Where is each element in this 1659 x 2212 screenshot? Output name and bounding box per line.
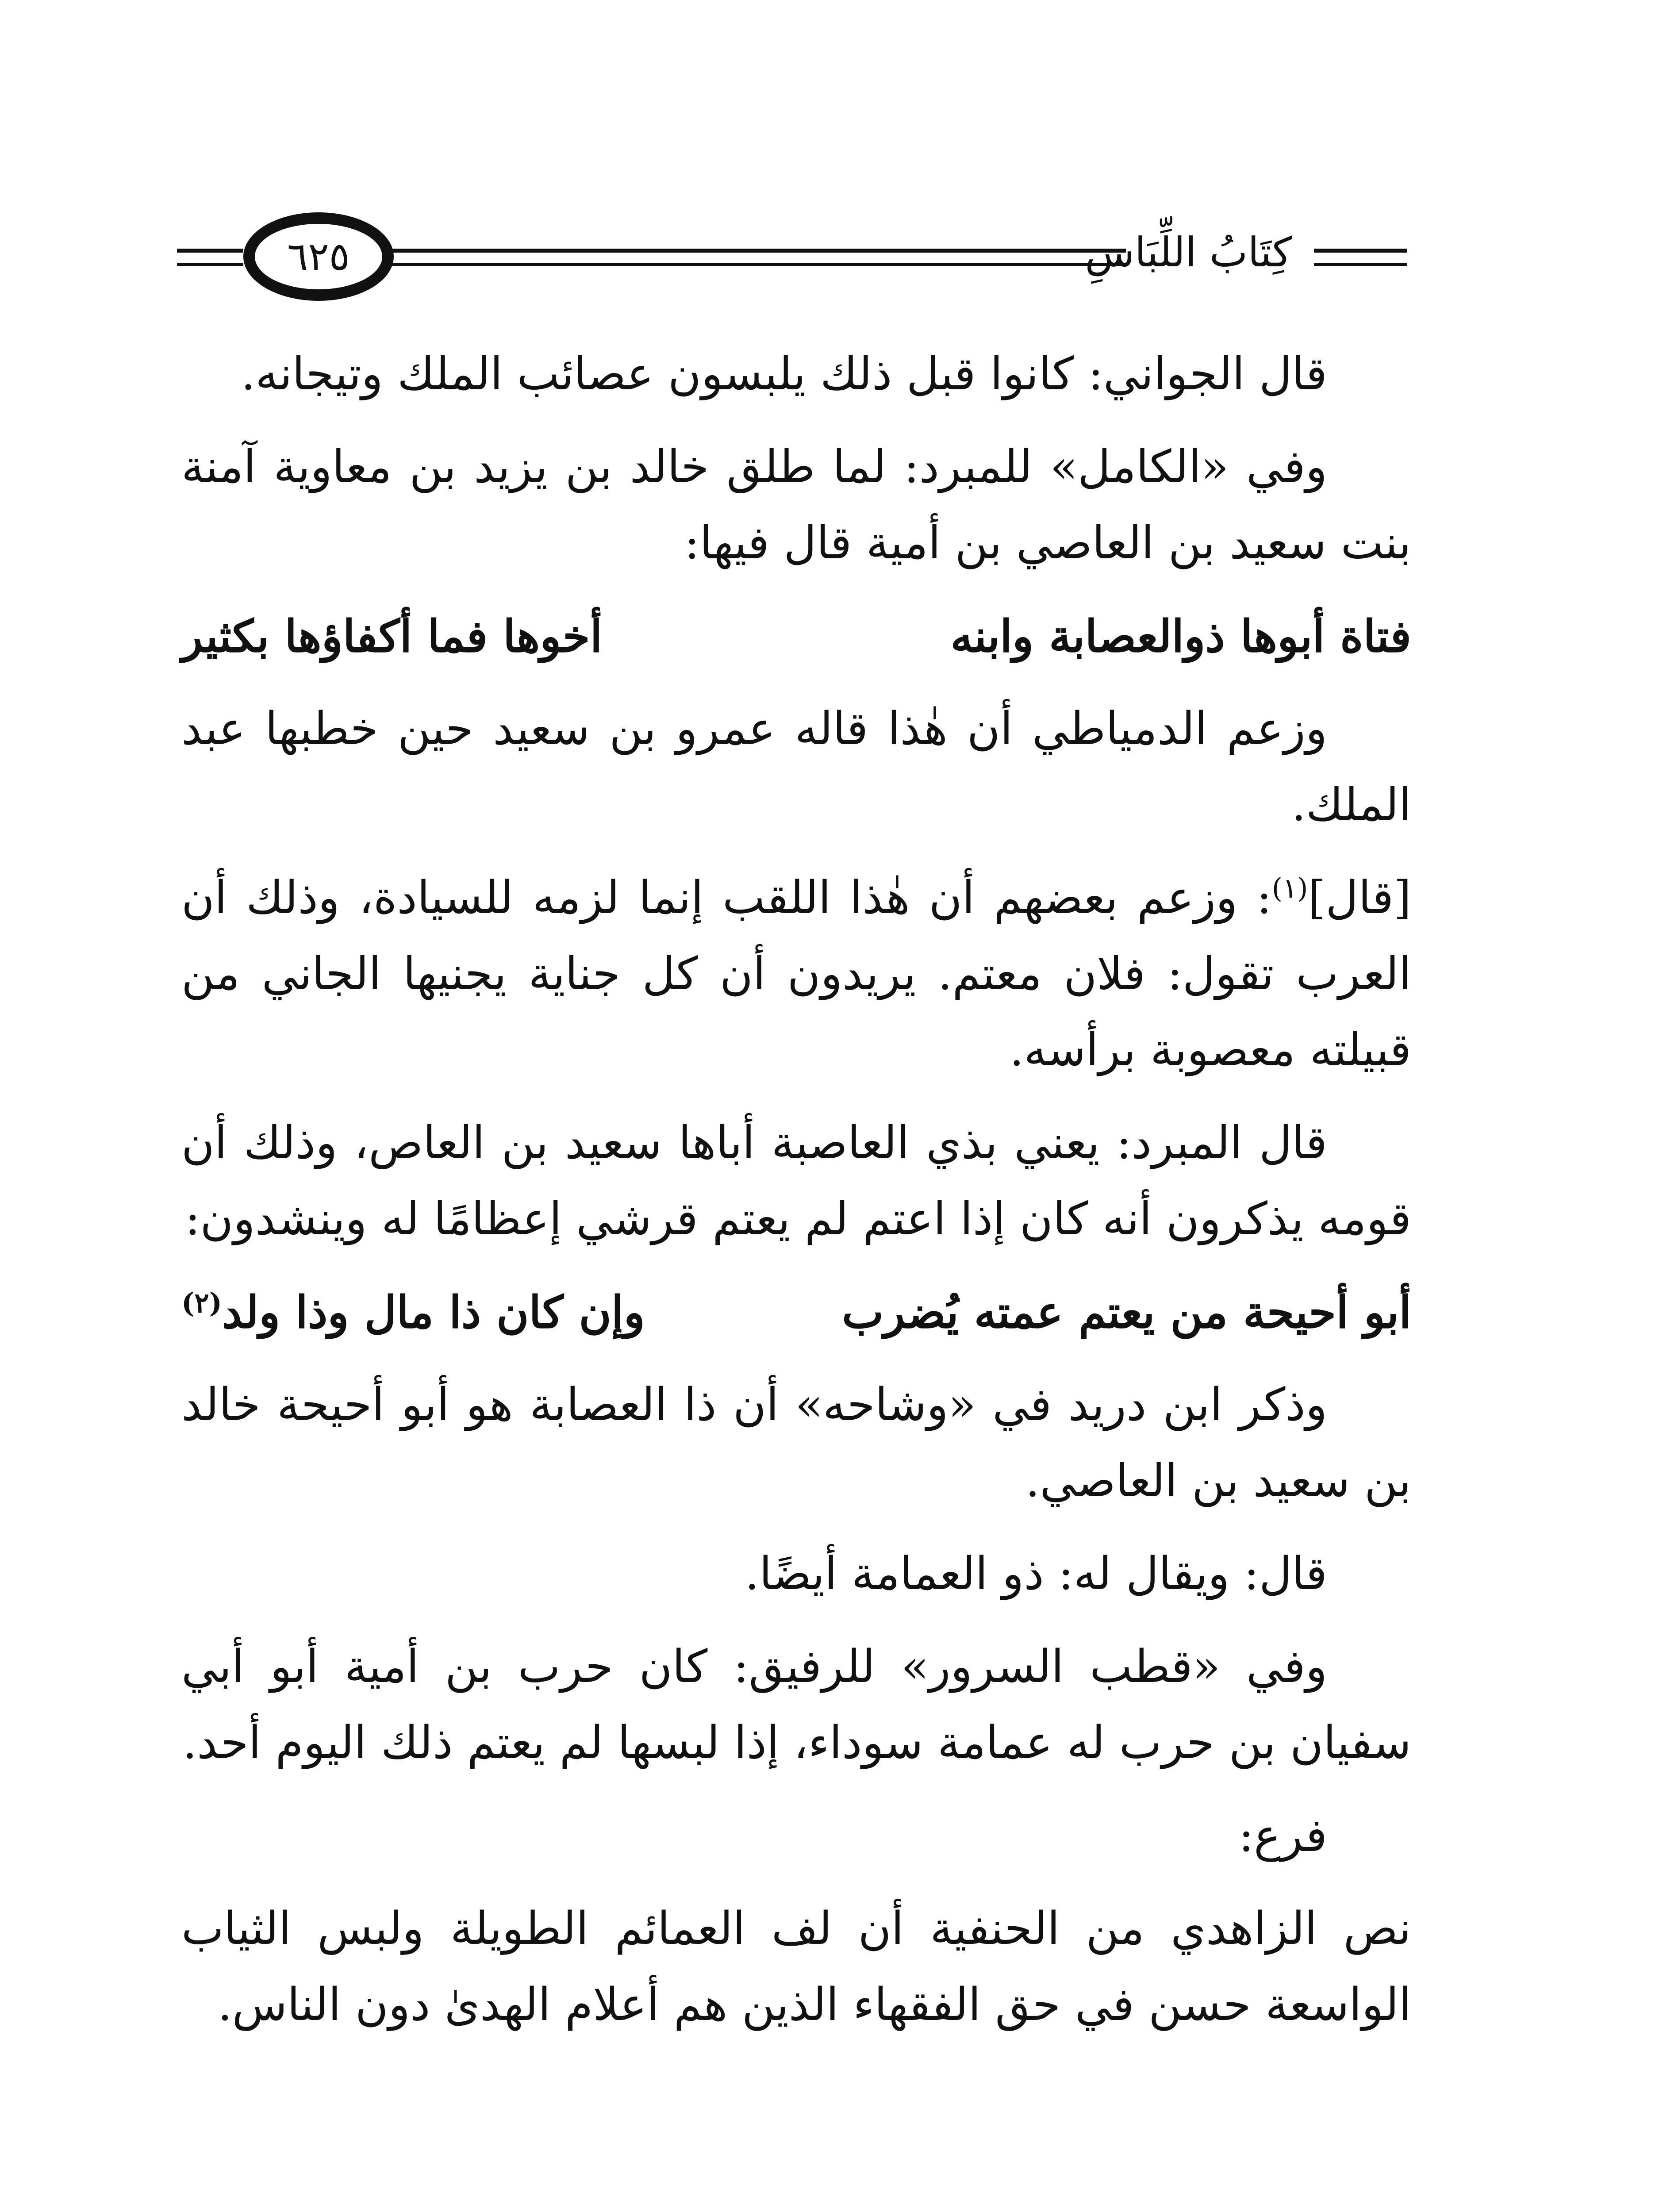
paragraph-4 xyxy=(181,860,1411,1088)
header-rule-right xyxy=(1314,249,1407,266)
paragraph-9: فرع: xyxy=(1238,1809,1327,1862)
paragraph-3: وزعم الدمياطي أن هٰذا قاله عمرو بن سعيد حين خطبها عبد الملك. xyxy=(181,703,1411,831)
footnote-ref-2[interactable]: (٢) xyxy=(181,1286,222,1319)
paragraph-1: قال الجواني: كانوا قبل ذلك يلبسون عصائب الملك وتيجانه. xyxy=(241,348,1327,400)
verse-1-second-hemistich: أخوها فما أكفاؤها بكثير xyxy=(181,610,603,662)
header-rule-middle xyxy=(392,249,1126,266)
header-rule-left xyxy=(177,249,243,266)
footnote-ref-1[interactable]: (١) xyxy=(1271,872,1308,904)
page-number: ٦٢٥ xyxy=(287,234,350,279)
paragraph-7: قال: ويقال له: ذو العمامة أيضًا. xyxy=(745,1548,1327,1600)
paragraph-4-start: [قال] xyxy=(1308,872,1411,924)
page-header xyxy=(177,208,1407,323)
page-number-badge xyxy=(243,212,394,301)
paragraph-8: وفي «قطب السرور» للرفيق: كان حرب بن أمية أبو أبي سفيان بن حرب له عمامة سوداء، إذا لبسها لم يعتم ذلك اليوم أحد. xyxy=(181,1640,1411,1769)
verse-1-first-hemistich: فتاة أبوها ذوالعصابة وابنه xyxy=(950,610,1411,662)
main-text xyxy=(181,336,1411,2060)
paragraph-10: نص الزاهدي من الحنفية أن لف العمائم الطويلة ولبس الثياب الواسعة حسن في حق الفقهاء الذين هم أعلام الهدىٰ دون الناس. xyxy=(181,1902,1411,2031)
verse-2-first-hemistich: أبو أحيحة من يعتم عمته يُضرب xyxy=(842,1286,1411,1338)
verse-1 xyxy=(181,598,1411,674)
paragraph-5: قال المبرد: يعني بذي العاصبة أباها سعيد بن العاص، وذلك أن قومه يذكرون أنه كان إذا اعتم لم يعتم قرشي إعظامًا له وينشدون: xyxy=(181,1117,1411,1245)
verse-2-second-hemistich xyxy=(181,1274,645,1350)
paragraph-4-rest: : وزعم بعضهم أن هٰذا اللقب إنما لزمه للسيادة، وذلك أن العرب تقول: فلان معتم. يريدون أن كل جناية يجنيها الجاني من قبيلته معصوبة برأسه. xyxy=(181,872,1411,1076)
book-title: كِتَابُ اللِّبَاسِ xyxy=(1085,229,1292,276)
verse-2 xyxy=(181,1274,1411,1350)
paragraph-6: وذكر ابن دريد في «وشاحه» أن ذا العصابة هو أبو أحيحة خالد بن سعيد بن العاصي. xyxy=(181,1379,1411,1507)
verse-2-second-text: وإن كان ذا مال وذا ولد xyxy=(222,1286,645,1338)
paragraph-2: وفي «الكامل» للمبرد: لما طلق خالد بن يزيد بن معاوية آمنة بنت سعيد بن العاصي بن أمية قال فيها: xyxy=(181,441,1411,569)
